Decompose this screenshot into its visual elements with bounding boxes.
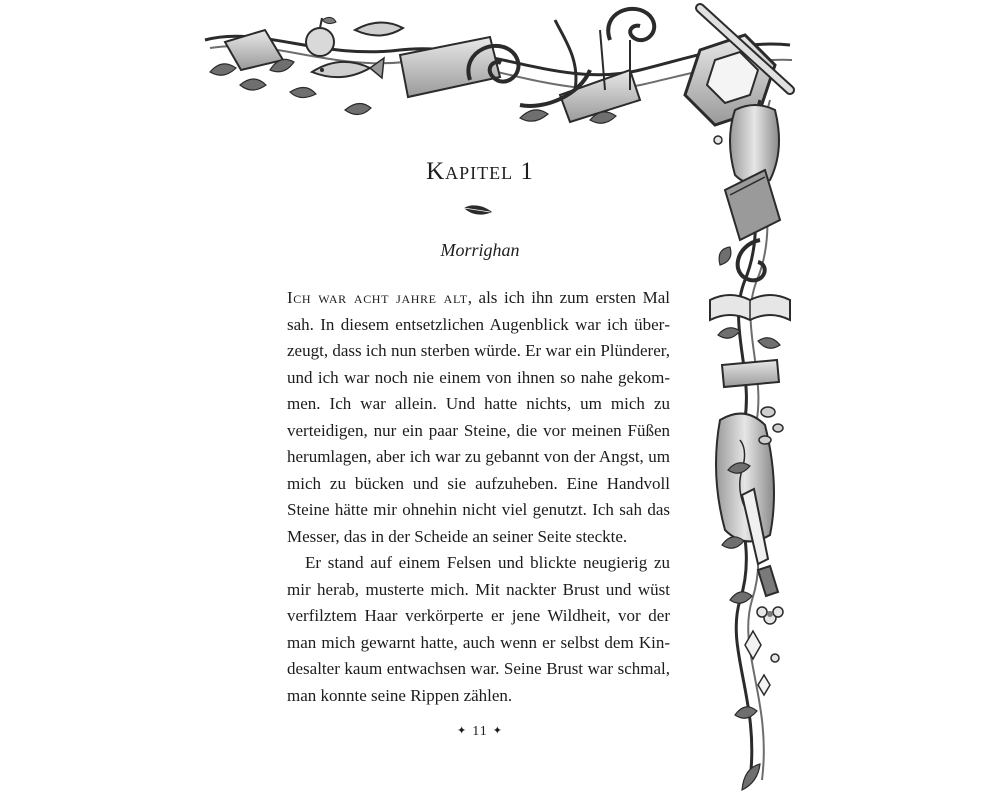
paragraph-1-text: , als ich ihn zum ersten Mal sah. In diesem entsetzlichen Augenblick war ich überzeugt, dass ich nun sterben würde. Er war ein Plünderer, und ich war noch nie einem von ihnen so nahe gekommen. Ich war allein. Und hatte nichts, um mich zu verteidigen, nur ein paar Steine, die vor meinen Füßen herumlagen, aber ich war zu gebannt von der Angst, um mich zu bücken und sie aufzuheben. Eine Handvoll Steine hätte mir ohnehin nicht viel genutzt. Ich sah das Messer, das in der Scheide an seiner Seite steckte.: [287, 288, 670, 546]
open-book-icon: [710, 295, 790, 320]
page-number-footer: [440, 724, 520, 740]
pebbles: [759, 407, 783, 444]
fish-icon: [312, 22, 403, 78]
flower-icon: [714, 136, 783, 662]
leaf-icon: [462, 202, 494, 218]
carved-wood-piece: [716, 105, 779, 541]
crystal-icon: [745, 631, 770, 695]
paragraph-2: Er stand auf einem Felsen und blickte neugierig zu mir herab, musterte mich. Mit nackter Brust und wüst verfilztem Haar verkörperte er jene Wildheit, vor der man mich gewarnt hatte, auch wenn er selbst dem Kindesalter kaum entwachsen war. Seine Brust war schmal, man konnte seine Rippen zählen.: [287, 553, 670, 705]
leaf-cluster: [210, 59, 726, 123]
chapter-body: [287, 285, 670, 709]
page-number: 11: [472, 724, 488, 739]
leaf-cluster-right: [718, 247, 780, 790]
apple-icon: [306, 17, 336, 56]
star-icon: ✦: [492, 725, 503, 737]
paragraph-lead: Ich war acht jahre alt: [287, 288, 468, 307]
star-icon: ✦: [457, 725, 468, 737]
chapter-title: Kapitel 1: [426, 158, 534, 185]
knife-icon: [742, 489, 778, 596]
chapter-subtitle: Morrighan: [440, 240, 520, 260]
plank-icon: [225, 30, 640, 122]
medallion-ornament: [685, 35, 775, 125]
book-icon: [725, 170, 780, 240]
paragraph-1: [287, 285, 670, 550]
scroll-ornament: [468, 9, 654, 106]
